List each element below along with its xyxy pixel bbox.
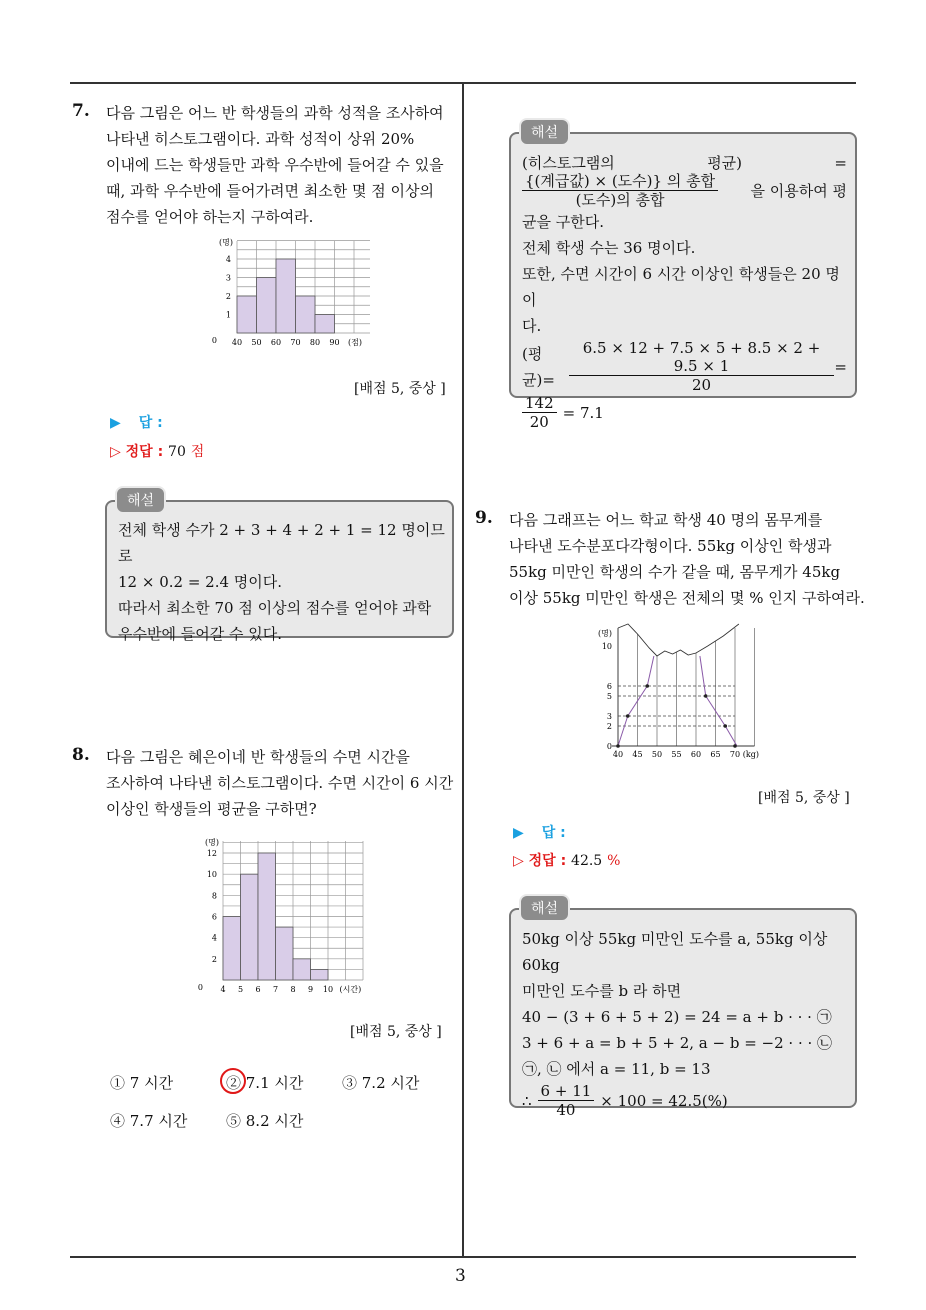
q7-line: 점수를 얻어야 하는지 구하여라. — [106, 208, 314, 226]
y-tick-label: 3 — [225, 273, 231, 283]
q9-solution-tag: 해설 — [519, 894, 570, 922]
q7-score: [배점 5, 중상 ] — [354, 381, 446, 397]
q9-answer-row — [513, 822, 566, 842]
q9-correct-row — [513, 850, 620, 870]
q7-solution-line: 전체 학생 수가 2 + 3 + 4 + 2 + 1 = 12 명이므로 — [118, 521, 445, 565]
data-point — [626, 714, 630, 718]
y-axis-unit: (명) — [205, 838, 219, 847]
selected-answer-circle — [220, 1068, 246, 1094]
q8-sol-result-line: $\frac{142}{20}$ = 7.1 — [522, 394, 847, 431]
y-tick-label: 4 — [225, 255, 231, 264]
q7-correct-label: ▷ 정답 : — [110, 444, 164, 460]
x-tick-label: 65 — [710, 750, 721, 759]
histogram-bar — [315, 315, 335, 334]
y-tick-label: 6 — [606, 682, 612, 691]
page-number: 3 — [455, 1266, 466, 1286]
q8-sol-fraction-line: $\frac{\text{\{(계급값) × (도수)\} 의 총합}}{\text{(도수)의 총합}}$ 을 이용하여 평 — [522, 172, 847, 209]
y-tick-label: 4 — [211, 933, 217, 943]
y-tick-label: 3 — [606, 712, 612, 721]
choice-2[interactable]: ② 7.1 시간 — [226, 1074, 304, 1092]
q7-solution-tag: 해설 — [115, 486, 166, 514]
choice-1[interactable]: ① 7 시간 — [110, 1074, 174, 1092]
q8-solution-text — [522, 150, 847, 431]
q9-correct-value: 42.5 — [571, 853, 603, 869]
x-axis-unit: (점) — [348, 338, 362, 347]
q8-line: 다음 그림은 혜은이네 반 학생들의 수면 시간을 — [106, 748, 410, 766]
x-tick-label: 7 — [272, 985, 279, 994]
y-tick-label: 10 — [206, 870, 217, 880]
q7-correct-value: 70 — [168, 444, 186, 460]
histogram-bar — [276, 259, 296, 333]
q8-histogram — [185, 828, 385, 1000]
q9-frequency-polygon — [592, 618, 792, 763]
x-tick-label: 5 — [237, 985, 244, 994]
q9-solution-line: 미만인 도수를 b 라 하면 — [522, 982, 682, 1000]
q7-histogram — [195, 238, 370, 353]
q7-answer-label: 답 : — [138, 415, 163, 431]
fraction: $\frac{142}{20}$ — [522, 394, 557, 431]
q9-final-line: ∴ $\frac{6 + 11}{40}$ × 100 = 42.5(%) — [522, 1082, 728, 1119]
q8-solution-tag: 해설 — [519, 118, 570, 146]
x-tick-label: 45 — [632, 750, 643, 759]
q7-line: 때, 과학 우수반에 들어가려면 최소한 몇 점 이상의 — [106, 182, 434, 200]
q7-line: 나타낸 히스토그램이다. 과학 성적이 상위 20% — [106, 130, 415, 148]
histogram-bar — [276, 927, 294, 980]
y-tick-label: 2 — [225, 292, 231, 301]
y-tick-label: 2 — [211, 954, 217, 964]
play-icon: ▶ — [110, 415, 121, 431]
x-tick-label: 60 — [270, 338, 282, 347]
fraction: $\frac{6 + 11}{40}$ — [538, 1082, 595, 1119]
q7-solution-line: 12 × 0.2 = 2.4 명이다. — [118, 573, 283, 591]
x-tick-label: 55 — [671, 750, 682, 759]
x-tick-label: 10 — [322, 985, 334, 994]
choice-3[interactable]: ③ 7.2 시간 — [342, 1074, 420, 1092]
q7-line: 이내에 드는 학생들만 과학 우수반에 들어갈 수 있을 — [106, 156, 444, 174]
q9-solution-line: 3 + 6 + a = b + 5 + 2, a − b = −2 · · · ㉡ — [522, 1034, 833, 1052]
q9-line: 다음 그래프는 어느 학교 학생 40 명의 몸무게를 — [509, 511, 823, 529]
x-tick-label: 70 — [290, 338, 301, 347]
q8-sol-line: 전체 학생 수는 36 명이다. — [522, 239, 696, 257]
x-tick-label: 90 — [329, 338, 340, 347]
polygon-segment — [647, 656, 654, 686]
q8-sol-line: 또한, 수면 시간이 6 시간 이상인 학생들은 20 명이 — [522, 265, 840, 309]
q7-line: 다음 그림은 어느 반 학생들의 과학 성적을 조사하여 — [106, 104, 444, 122]
x-tick-label: 9 — [307, 985, 314, 994]
q7-solution-line: 우수반에 들어갈 수 있다. — [118, 625, 282, 643]
q8-sol-line: 다. — [522, 317, 542, 335]
q9-number: 9. — [475, 508, 493, 528]
q9-line: 55kg 미만인 학생의 수가 같을 때, 몸무게가 45kg — [509, 563, 841, 581]
histogram-bar — [258, 853, 276, 980]
q9-score: [배점 5, 중상 ] — [758, 790, 850, 806]
choice-5[interactable]: ⑤ 8.2 시간 — [226, 1112, 304, 1130]
q9-torn-overlay — [618, 622, 739, 656]
q9-solution-line: 50kg 이상 55kg 미만인 도수를 a, 55kg 이상 60kg — [522, 930, 828, 974]
data-point — [733, 744, 737, 748]
q9-answer-label: 답 : — [541, 825, 566, 841]
choice-4[interactable]: ④ 7.7 시간 — [110, 1112, 188, 1130]
q7-solution-line: 따라서 최소한 70 점 이상의 점수를 얻어야 과학 — [118, 599, 432, 617]
q9-correct-unit: % — [607, 853, 621, 869]
q7-correct-unit: 점 — [190, 444, 205, 460]
y-tick-label: 8 — [211, 891, 217, 901]
q9-solution-text — [522, 926, 852, 1119]
q9-text — [509, 507, 869, 611]
q8-score: [배점 5, 중상 ] — [350, 1024, 442, 1040]
y-axis-unit: (명) — [598, 629, 612, 638]
histogram-bar — [293, 959, 311, 980]
x-tick-label: 40 — [612, 750, 624, 759]
y-tick-label: 5 — [606, 692, 612, 701]
fraction: $\frac{\text{\{(계급값) × (도수)\} 의 총합}}{\text{(도수)의 총합}}$ — [522, 172, 718, 209]
data-point — [704, 694, 708, 698]
x-tick-label: 50 — [251, 338, 262, 347]
histogram-bar — [223, 917, 241, 981]
play-icon: ▶ — [513, 825, 524, 841]
q8-sol-mean-line: (평균)= $\frac{6.5 \times 12 + 7.5 \times 5 + 8.5 \times 2 + 9.5 \times 1}{20}$ = — [522, 339, 847, 394]
q7-correct-row — [110, 441, 204, 461]
y-axis-unit: (명) — [219, 238, 233, 247]
q9-line: 이상 55kg 미만인 학생은 전체의 몇 % 인지 구하여라. — [509, 589, 865, 607]
q7-solution-text — [118, 517, 448, 647]
q9-correct-label: ▷ 정답 : — [513, 853, 567, 869]
q8-number: 8. — [72, 745, 90, 765]
x-axis-unit: (kg) — [742, 750, 760, 759]
histogram-bar — [241, 874, 259, 980]
y-tick-label: 0 — [197, 983, 203, 992]
x-tick-label: 60 — [690, 750, 702, 759]
q7-answer-row — [110, 412, 163, 432]
y-tick-label: 12 — [206, 849, 217, 858]
y-tick-label: 10 — [601, 642, 612, 651]
polygon-segment — [700, 656, 706, 696]
histogram-bar — [237, 296, 257, 333]
column-divider — [462, 82, 464, 1258]
x-tick-label: 70 — [729, 750, 741, 759]
q9-solution-line: ㉠, ㉡ 에서 a = 11, b = 13 — [522, 1060, 711, 1078]
x-tick-label: 50 — [651, 750, 663, 759]
q8-line: 조사하여 나타낸 히스토그램이다. 수면 시간이 6 시간 — [106, 774, 454, 792]
x-tick-label: 8 — [290, 985, 296, 994]
q8-text — [106, 744, 456, 822]
x-tick-label: 80 — [309, 338, 321, 347]
x-axis-unit: (시간) — [339, 985, 362, 994]
q7-text — [106, 100, 456, 230]
histogram-bar — [257, 278, 277, 334]
x-tick-label: 40 — [231, 338, 243, 347]
data-point — [723, 724, 727, 728]
q8-sol-line: (히스토그램의 평균) = — [522, 154, 847, 172]
q7-number: 7. — [72, 101, 90, 121]
q9-solution-line: 40 − (3 + 6 + 5 + 2) = 24 = a + b · · · ㉠ — [522, 1008, 832, 1026]
q8-line: 이상인 학생들의 평균을 구하면? — [106, 800, 317, 818]
y-tick-label: 6 — [211, 912, 217, 922]
y-tick-label: 2 — [606, 722, 612, 731]
polygon-segment — [618, 716, 628, 746]
data-point — [645, 684, 649, 688]
y-tick-label: 1 — [225, 310, 231, 320]
y-tick-label: 0 — [211, 336, 217, 345]
q9-line: 나타낸 도수분포다각형이다. 55kg 이상인 학생과 — [509, 537, 832, 555]
bottom-rule — [70, 1256, 856, 1258]
x-tick-label: 6 — [255, 985, 261, 994]
x-tick-label: 4 — [220, 985, 226, 994]
histogram-bar — [296, 296, 316, 333]
histogram-bar — [311, 969, 329, 980]
q8-sol-line: 균을 구한다. — [522, 213, 604, 231]
y-tick-label: 0 — [606, 742, 612, 751]
data-point — [616, 744, 620, 748]
fraction: $\frac{6.5 \times 12 + 7.5 \times 5 + 8.5 \times 2 + 9.5 \times 1}{20}$ — [569, 339, 835, 394]
